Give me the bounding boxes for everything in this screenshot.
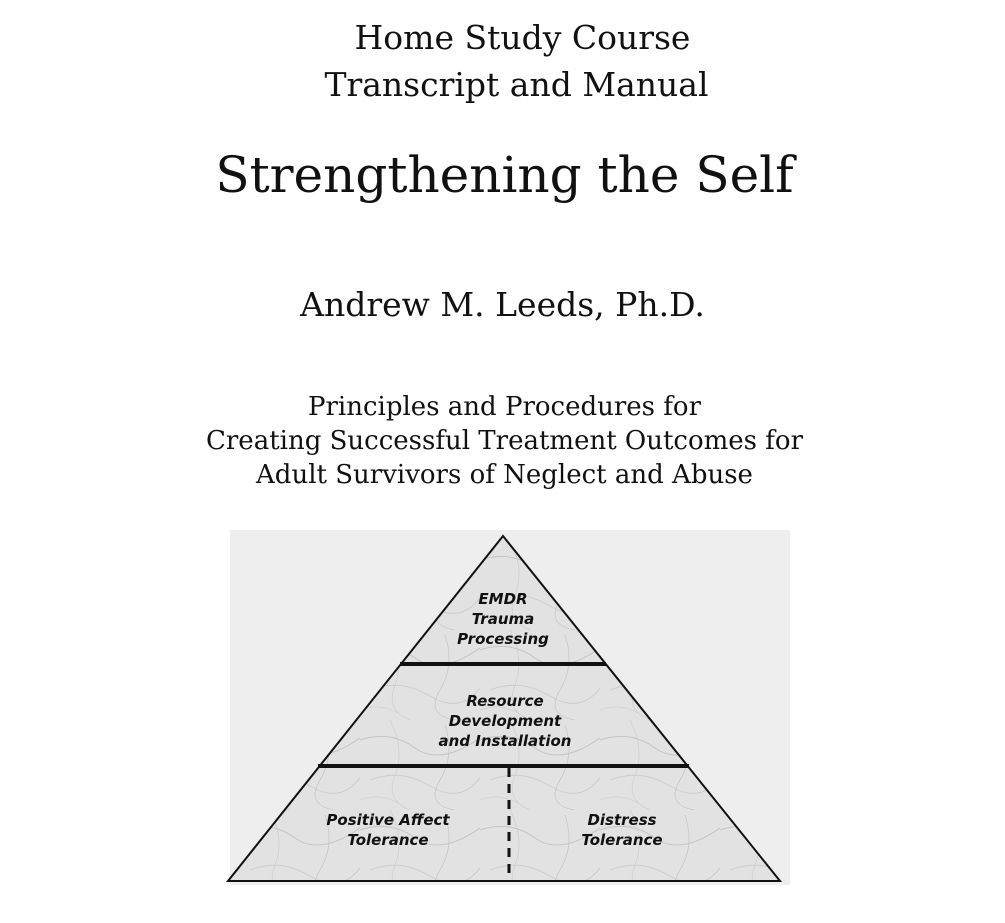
pyramid-middle-line-2: Development [448,712,562,730]
course-type-line-2: Transcript and Manual [324,65,709,104]
document-title: Strengthening the Self [215,146,794,204]
pyramid-top-line-3: Processing [457,630,549,648]
subtitle-line-1: Principles and Procedures for [307,392,701,422]
pyramid-bottom-left-line-2: Tolerance [347,831,429,849]
pyramid-bottom-left-line-1: Positive Affect [326,811,450,829]
pyramid-top-line-1: EMDR [478,590,528,608]
course-type-line-1: Home Study Course [354,18,691,57]
pyramid-middle-line-1: Resource [466,692,544,710]
pyramid-bottom-right-line-1: Distress [587,811,657,829]
pyramid-bottom-right-line-2: Tolerance [581,831,663,849]
pyramid-top-line-2: Trauma [471,610,535,628]
author-name: Andrew M. Leeds, Ph.D. [300,285,705,324]
pyramid-middle-line-3: and Installation [438,732,572,750]
subtitle-line-3: Adult Survivors of Neglect and Abuse [256,460,753,490]
subtitle-line-2: Creating Successful Treatment Outcomes for [205,426,803,456]
